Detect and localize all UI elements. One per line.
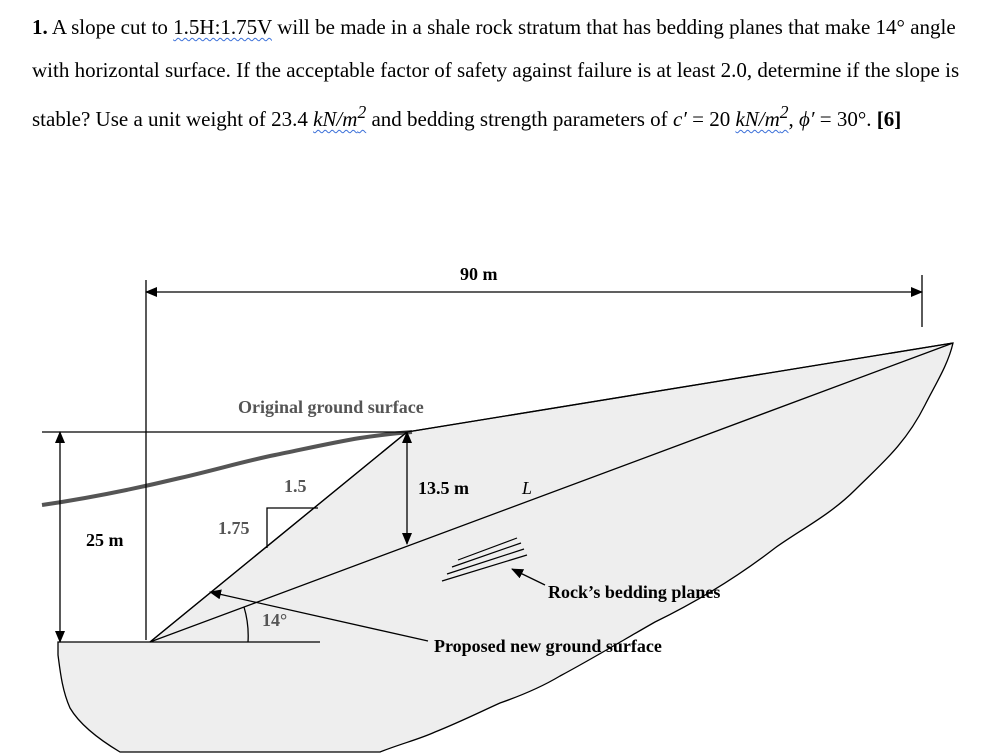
problem-text-2: will be made in a shale rock stratum that has bedding planes that make 14° angle with horizontal surface. If the acceptable factor of safety against failure is at least 2.0, determine if the slope is stable? Use a unit weight of 23.4 (32, 15, 960, 131)
original-ground-label: Original ground surface (238, 397, 424, 417)
unit-weight-unit: $kN/m^2$ (313, 102, 367, 131)
friction-angle-symbol: ϕ′ (799, 107, 815, 131)
problem-text-3: and bedding strength parameters of (366, 107, 673, 131)
cut-height-label: 13.5 m (418, 478, 469, 498)
problem-marks: [6] (876, 107, 902, 131)
bedding-label: Rock’s bedding planes (548, 582, 721, 602)
new-ground-label: Proposed new ground surface (434, 636, 662, 656)
width-label: 90 m (460, 264, 498, 284)
problem-text-4: = 20 (686, 107, 736, 131)
slope-h-label: 1.5 (284, 476, 307, 496)
length-label: L (522, 478, 533, 498)
slope-v-label: 1.75 (218, 518, 250, 538)
problem-text-1: A slope cut to (47, 15, 174, 39)
slope-ratio: 1.5H:1.75V (173, 15, 272, 39)
problem-text-6: = 30°. (814, 107, 877, 131)
problem-text-5: , (788, 107, 800, 131)
angle-label: 14° (262, 610, 288, 630)
cohesion-unit: $kN/m^2$ (735, 102, 789, 131)
rock-mass (58, 343, 953, 752)
cohesion-symbol: c′ (672, 107, 687, 131)
height-label: 25 m (86, 530, 124, 550)
problem-number: 1. (32, 15, 48, 39)
